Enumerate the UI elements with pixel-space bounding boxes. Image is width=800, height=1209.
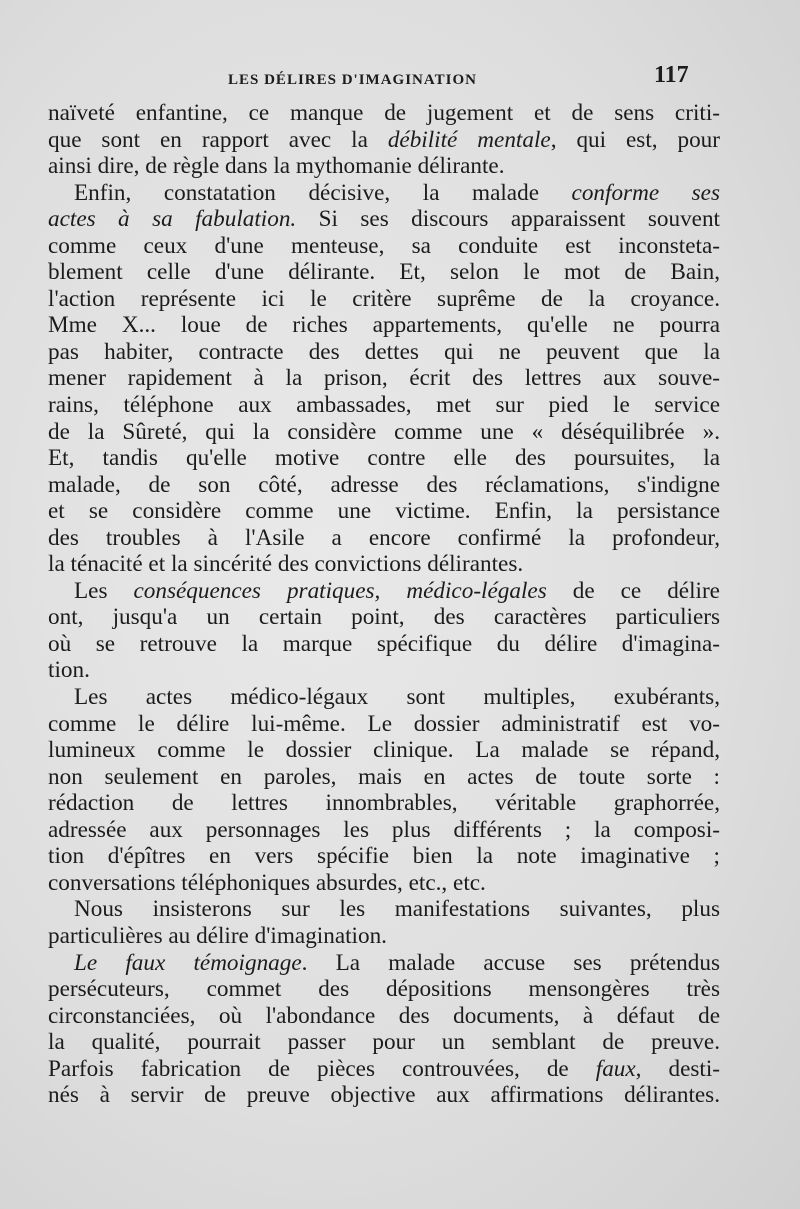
text-segment: Si ses discours apparaissent souvent [296,206,720,233]
text-segment: ont, jusqu'a un certain point, des caractères particuliers [48,604,720,631]
text-segment: tion d'épîtres en vers spécifie bien la note imaginative ; [48,843,720,870]
text-segment: mener rapidement à la prison, écrit des lettres aux souve- [48,365,720,392]
text-segment: de la Sûreté, qui la considère comme une « déséquilibrée ». [48,418,720,445]
running-title: LES DÉLIRES D'IMAGINATION [228,72,477,88]
italic-text: faux [595,1055,636,1082]
text-segment: que sont en rapport avec la [48,126,388,153]
text-line [48,604,720,631]
text-segment: tion. [48,657,90,684]
text-line [48,923,720,950]
italic-text: actes à sa fabulation. [48,206,297,233]
text-line [48,180,720,207]
text-line [48,817,720,844]
text-line [48,286,720,313]
text-segment: particulières au délire d'imagination. [48,922,387,949]
body-text [48,100,720,1109]
italic-text: conforme ses [571,179,720,206]
text-segment: Mme X... loue de riches appartements, qu'elle ne pourra [48,312,720,339]
text-line [48,498,720,525]
text-line [48,870,720,897]
text-segment: naïveté enfantine, ce manque de jugement et de sens criti- [48,100,720,126]
text-segment: . La malade accuse ses prétendus [301,949,720,976]
text-line [48,392,720,419]
text-segment: Parfois fabrication de pièces controuvées, de [48,1055,596,1082]
text-line [48,976,720,1003]
text-segment: Les [74,577,134,604]
text-segment: Et, tandis qu'elle motive contre elle des poursuites, la [48,445,720,472]
text-line [48,153,720,180]
text-line [48,631,720,658]
text-segment: rains, téléphone aux ambassades, met sur pied le service [48,392,720,419]
text-segment: , desti- [635,1055,720,1082]
italic-text: conséquences pratiques, médico-légales [133,577,547,604]
text-segment: des troubles à l'Asile a encore confirmé la profondeur, [48,524,720,551]
text-line [48,100,720,127]
text-line [48,1029,720,1056]
text-line [48,419,720,446]
italic-text: Le faux témoignage [74,949,302,976]
text-segment: conversations téléphoniques absurdes, etc., etc. [48,869,486,896]
text-line [48,365,720,392]
text-line [48,764,720,791]
text-segment: adressée aux personnages les plus différents ; la composi- [48,816,720,843]
text-segment: Enfin, constatation décisive, la malade [74,179,572,206]
text-line [48,233,720,260]
text-segment: malade, de son côté, adresse des réclamations, s'indigne [48,471,720,498]
text-segment: comme le délire lui-même. Le dossier administratif est vo- [48,710,720,737]
text-line [48,259,720,286]
text-line [48,339,720,366]
text-line [48,206,720,233]
text-line [48,551,720,578]
text-segment: pas habiter, contracte des dettes qui ne peuvent que la [48,338,720,365]
text-segment: circonstanciées, où l'abondance des documents, à défaut de [48,1002,720,1029]
italic-text: débilité mentale [387,126,551,153]
text-line [48,525,720,552]
text-segment: l'action représente ici le critère suprême de la croyance. [48,285,720,312]
text-line [48,657,720,684]
text-segment: Les actes médico-légaux sont multiples, exubérants, [74,684,720,711]
text-segment: nés à servir de preuve objective aux affirmations délirantes. [48,1082,720,1109]
text-segment: la ténacité et la sincérité des convictions délirantes. [48,551,524,578]
text-line [48,711,720,738]
text-line [48,790,720,817]
text-line [48,1003,720,1030]
text-segment: rédaction de lettres innombrables, véritable graphorrée, [48,790,720,817]
text-line [48,312,720,339]
text-line [48,896,720,923]
text-segment: comme ceux d'une menteuse, sa conduite est inconsteta- [48,232,720,259]
text-line [48,684,720,711]
text-segment: ainsi dire, de règle dans la mythomanie délirante. [48,153,505,180]
text-line [48,472,720,499]
text-segment: de ce délire [546,577,720,604]
text-segment: , qui est, pour [550,126,720,153]
text-segment: où se retrouve la marque spécifique du délire d'imagina- [48,630,720,657]
text-line [48,445,720,472]
page-number: 117 [654,62,689,88]
text-line [48,737,720,764]
text-line [48,578,720,605]
text-segment: lumineux comme le dossier clinique. La malade se répand, [48,737,720,764]
text-segment: blement celle d'une délirante. Et, selon le mot de Bain, [48,259,720,286]
running-header [0,62,800,92]
text-segment: non seulement en paroles, mais en actes de toute sorte : [48,763,720,790]
text-segment: persécuteurs, commet des dépositions mensongères très [48,976,720,1003]
text-segment: et se considère comme une victime. Enfin, la persistance [48,498,720,525]
text-line [48,1082,720,1109]
text-segment: Nous insisterons sur les manifestations suivantes, plus [74,896,720,923]
text-line [48,127,720,154]
text-line [48,1056,720,1083]
text-segment: la qualité, pourrait passer pour un semblant de preuve. [48,1029,720,1056]
text-line [48,843,720,870]
text-line [48,950,720,977]
